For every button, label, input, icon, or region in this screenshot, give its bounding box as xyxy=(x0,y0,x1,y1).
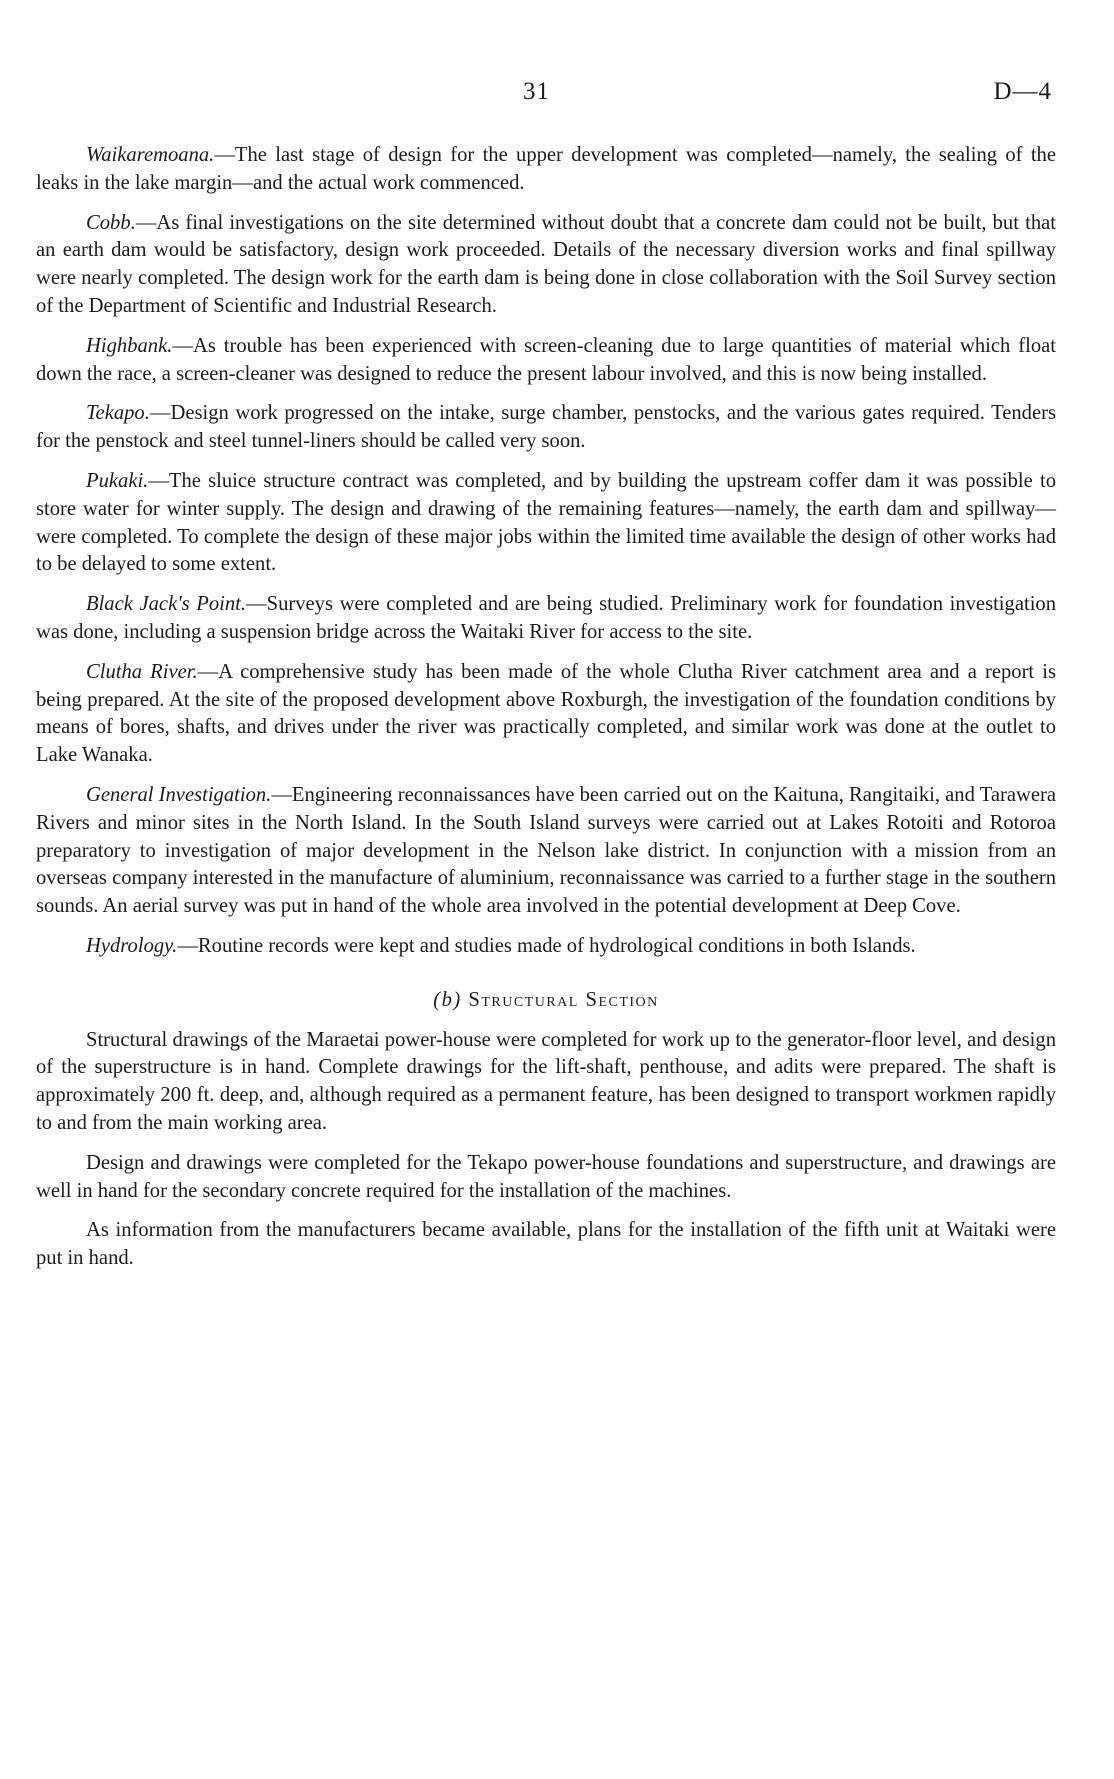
body-text xyxy=(36,142,1056,1285)
paragraph-text: —Surveys were completed and are being studied. Preliminary work for foundation investigation was done, including a suspension bridge across the Waitaki River for access to the site. xyxy=(36,593,1057,643)
paragraph-structural-3: As information from the manufacturers became available, plans for the installation of the fifth unit at Waitaki were put in hand. xyxy=(36,1219,1056,1270)
page-header xyxy=(0,78,1114,112)
paragraph-waikaremoana xyxy=(36,142,1056,198)
paragraph-text: —The sluice structure contract was completed, and by building the upstream coffer dam it was possible to store water for winter supply. The design and drawing of the remaining features—namely, the earth dam and spillway—were completed. To complete the design of these major jobs within the limited time available the design of other works had to be delayed to some extent. xyxy=(36,469,1056,576)
paragraph-lead: Clutha River. xyxy=(86,660,198,683)
paragraph-text: —The last stage of design for the upper development was completed—namely, the sealing of the leaks in the lake margin—and the actual work commenced. xyxy=(36,144,1056,194)
paragraph-general-investigation xyxy=(36,782,1056,921)
paragraph-lead: General Investigation. xyxy=(86,783,272,806)
paragraph-structural-2: Design and drawings were completed for the Tekapo power-house foundations and superstructure, and drawings are well in hand for the secondary concrete required for the installation of the machines. xyxy=(36,1151,1056,1202)
paragraph-lead: Black Jack's Point. xyxy=(86,593,247,616)
paragraph-structural-1: Structural drawings of the Maraetai power-house were completed for work up to the generator-floor level, and design of the superstructure is in hand. Complete drawings for the lift-shaft, penthouse, and adits were prepared. The shaft is approximately 200 ft. deep, and, although required as a permanent feature, has been designed to transport workmen rapidly to and from the main working area. xyxy=(36,1028,1056,1134)
paragraph-hydrology xyxy=(36,933,1056,961)
paragraph-pukaki xyxy=(36,468,1056,579)
paragraph-text: —Design work progressed on the intake, surge chamber, penstocks, and the various gates required. Tenders for the penstock and steel tunnel-liners should be called very soon. xyxy=(36,402,1056,453)
paragraph-text: —As final investigations on the site determined without doubt that a concrete dam could not be built, but that an earth dam would be satisfactory, design work proceeded. Details of the necessary diversion works and final spillway were nearly completed. The design work for the earth dam is being done in close collaboration with the Soil Survey section of the Department of Scientific and Industrial Research. xyxy=(36,211,1056,317)
paragraph-text: —As trouble has been experienced with screen-cleaning due to large quantities of material which float down the race, a screen-cleaner was designed to reduce the present labour involved, and this is now being installed. xyxy=(36,334,1056,385)
paragraph-cobb xyxy=(36,210,1056,321)
paragraph-text: —A comprehensive study has been made of the whole Clutha River catchment area and a report is being prepared. At the site of the proposed development above Roxburgh, the investigation of the foundation conditions by means of bores, shafts, and drives under the river was practically completed, and similar work was done at the outlet to Lake Wanaka. xyxy=(36,660,1056,767)
paragraph-lead: Hydrology. xyxy=(86,934,178,957)
section-heading xyxy=(36,987,1056,1015)
paragraph-lead: Tekapo. xyxy=(86,402,150,425)
section-mark: (b) xyxy=(433,988,462,1011)
section-title: Structural Section xyxy=(468,988,659,1011)
paragraph-text: —Engineering reconnaissances have been carried out on the Kaituna, Rangitaiki, and Tarawera Rivers and minor sites in the North Island. In the South Island surveys were carried out at Lakes Rotoiti and Rotoroa preparatory to investigation of major development in the Nelson lake district. In conjunction with a mission from an overseas company interested in the manufacture of aluminium, reconnaissance was carried to a further stage in the southern sounds. An aerial survey was put in hand of the whole area involved in the potential development at Deep Cove. xyxy=(36,783,1056,918)
paragraph-black-jacks-point xyxy=(36,591,1056,647)
page-number: 31 xyxy=(523,78,550,105)
paragraph-tekapo xyxy=(36,400,1056,456)
paragraph-text: —Routine records were kept and studies made of hydrological conditions in both Islands. xyxy=(177,934,916,957)
paragraph-lead: Highbank. xyxy=(86,334,173,357)
paragraph-lead: Pukaki. xyxy=(86,469,149,492)
paragraph-clutha-river xyxy=(36,659,1056,770)
document-reference: D—4 xyxy=(993,78,1052,105)
paragraph-highbank xyxy=(36,333,1056,389)
paragraph-lead: Waikaremoana. xyxy=(86,144,215,166)
paragraph-lead: Cobb. xyxy=(86,211,136,234)
